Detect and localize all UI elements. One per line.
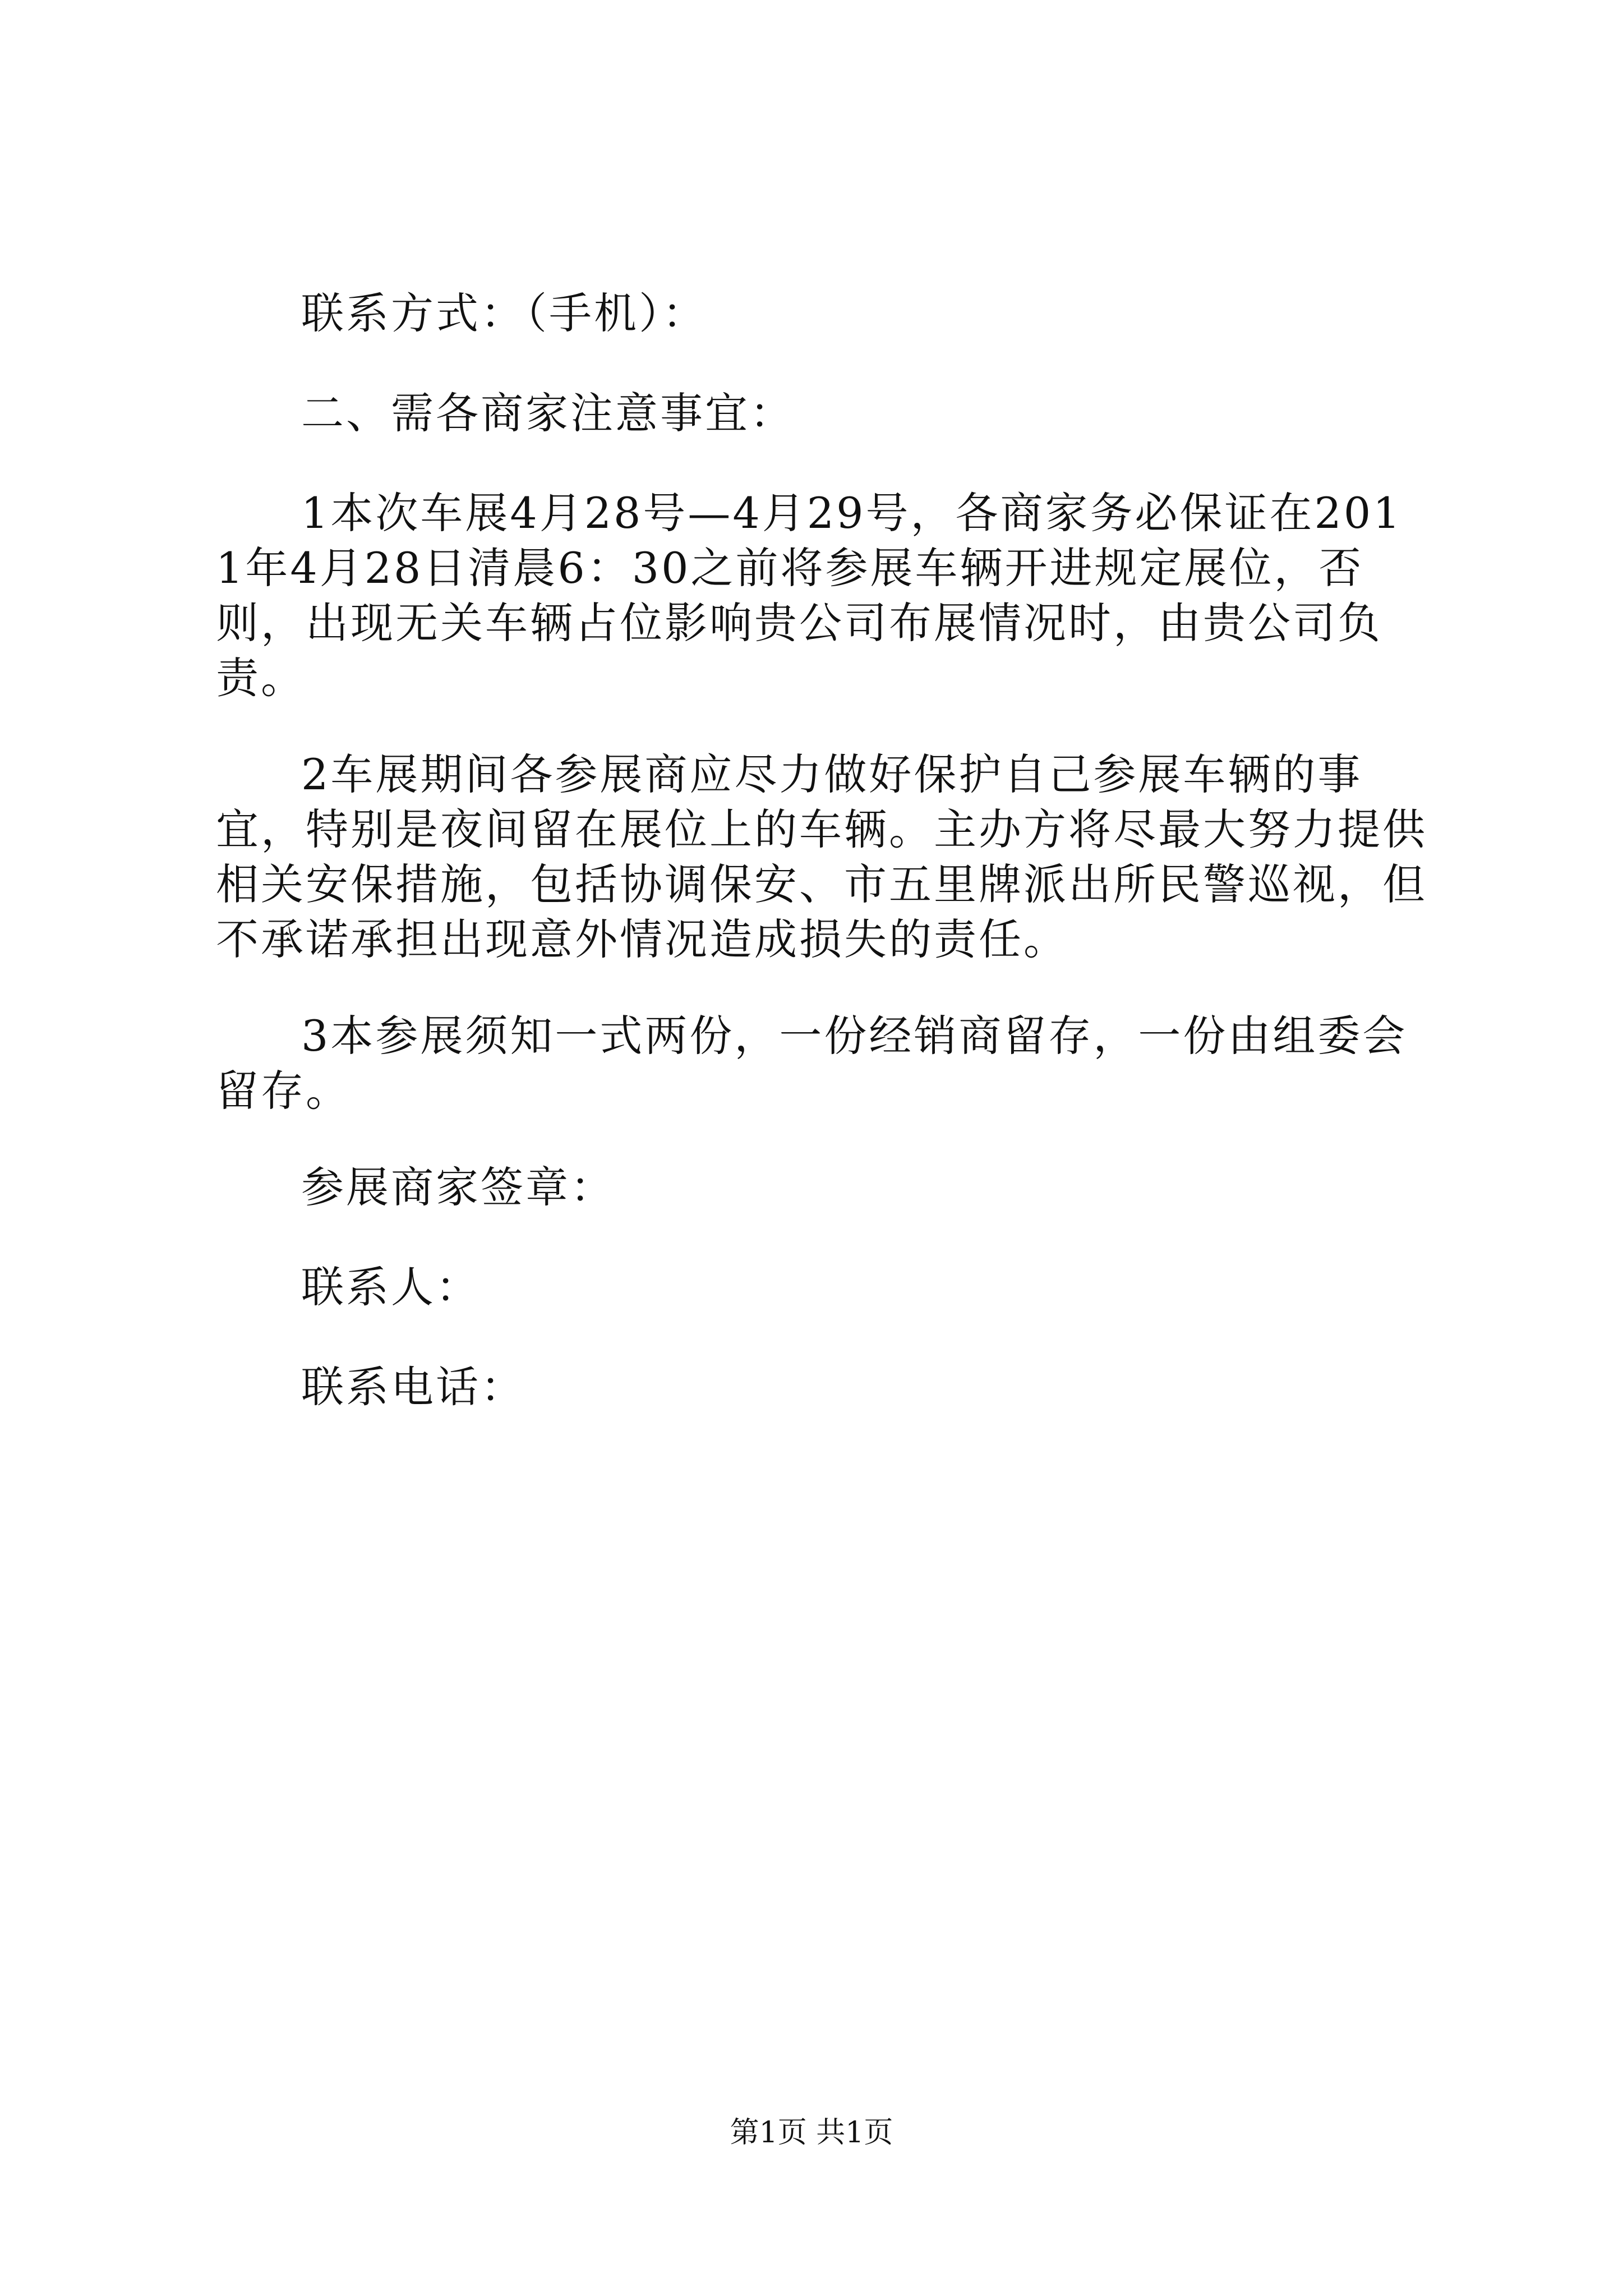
- contact-phone-line: 联系电话：: [301, 1362, 525, 1412]
- page-number: 第1页 共1页: [730, 2116, 893, 2150]
- section-heading: 二、需各商家注意事宜：: [301, 388, 795, 438]
- contact-person-line: 联系人：: [301, 1262, 481, 1312]
- notice-item-1: 1本次车展4月28号—4月29号，各商家务必保证在2011年4月28日清晨6：30之前将参展车辆开进规定展位，否则，出现无关车辆占位影响贵公司布展情况时，由贵公司负责。: [216, 488, 1403, 703]
- document-body: [216, 286, 1427, 1415]
- contact-method-line: 联系方式：（手机）：: [301, 288, 707, 338]
- notice-item-3: 3本参展须知一式两份，一份经销商留存，一份由组委会留存。: [216, 1011, 1408, 1116]
- exhibitor-seal-line: 参展商家签章：: [301, 1162, 615, 1212]
- notice-item-2: 2车展期间各参展商应尽力做好保护自己参展车辆的事宜，特别是夜间留在展位上的车辆。主办方将尽最大努力提供相关安保措施，包括协调保安、市五里牌派出所民警巡视，但不承诺承担出现意外情况造成损失的责任。: [216, 749, 1427, 964]
